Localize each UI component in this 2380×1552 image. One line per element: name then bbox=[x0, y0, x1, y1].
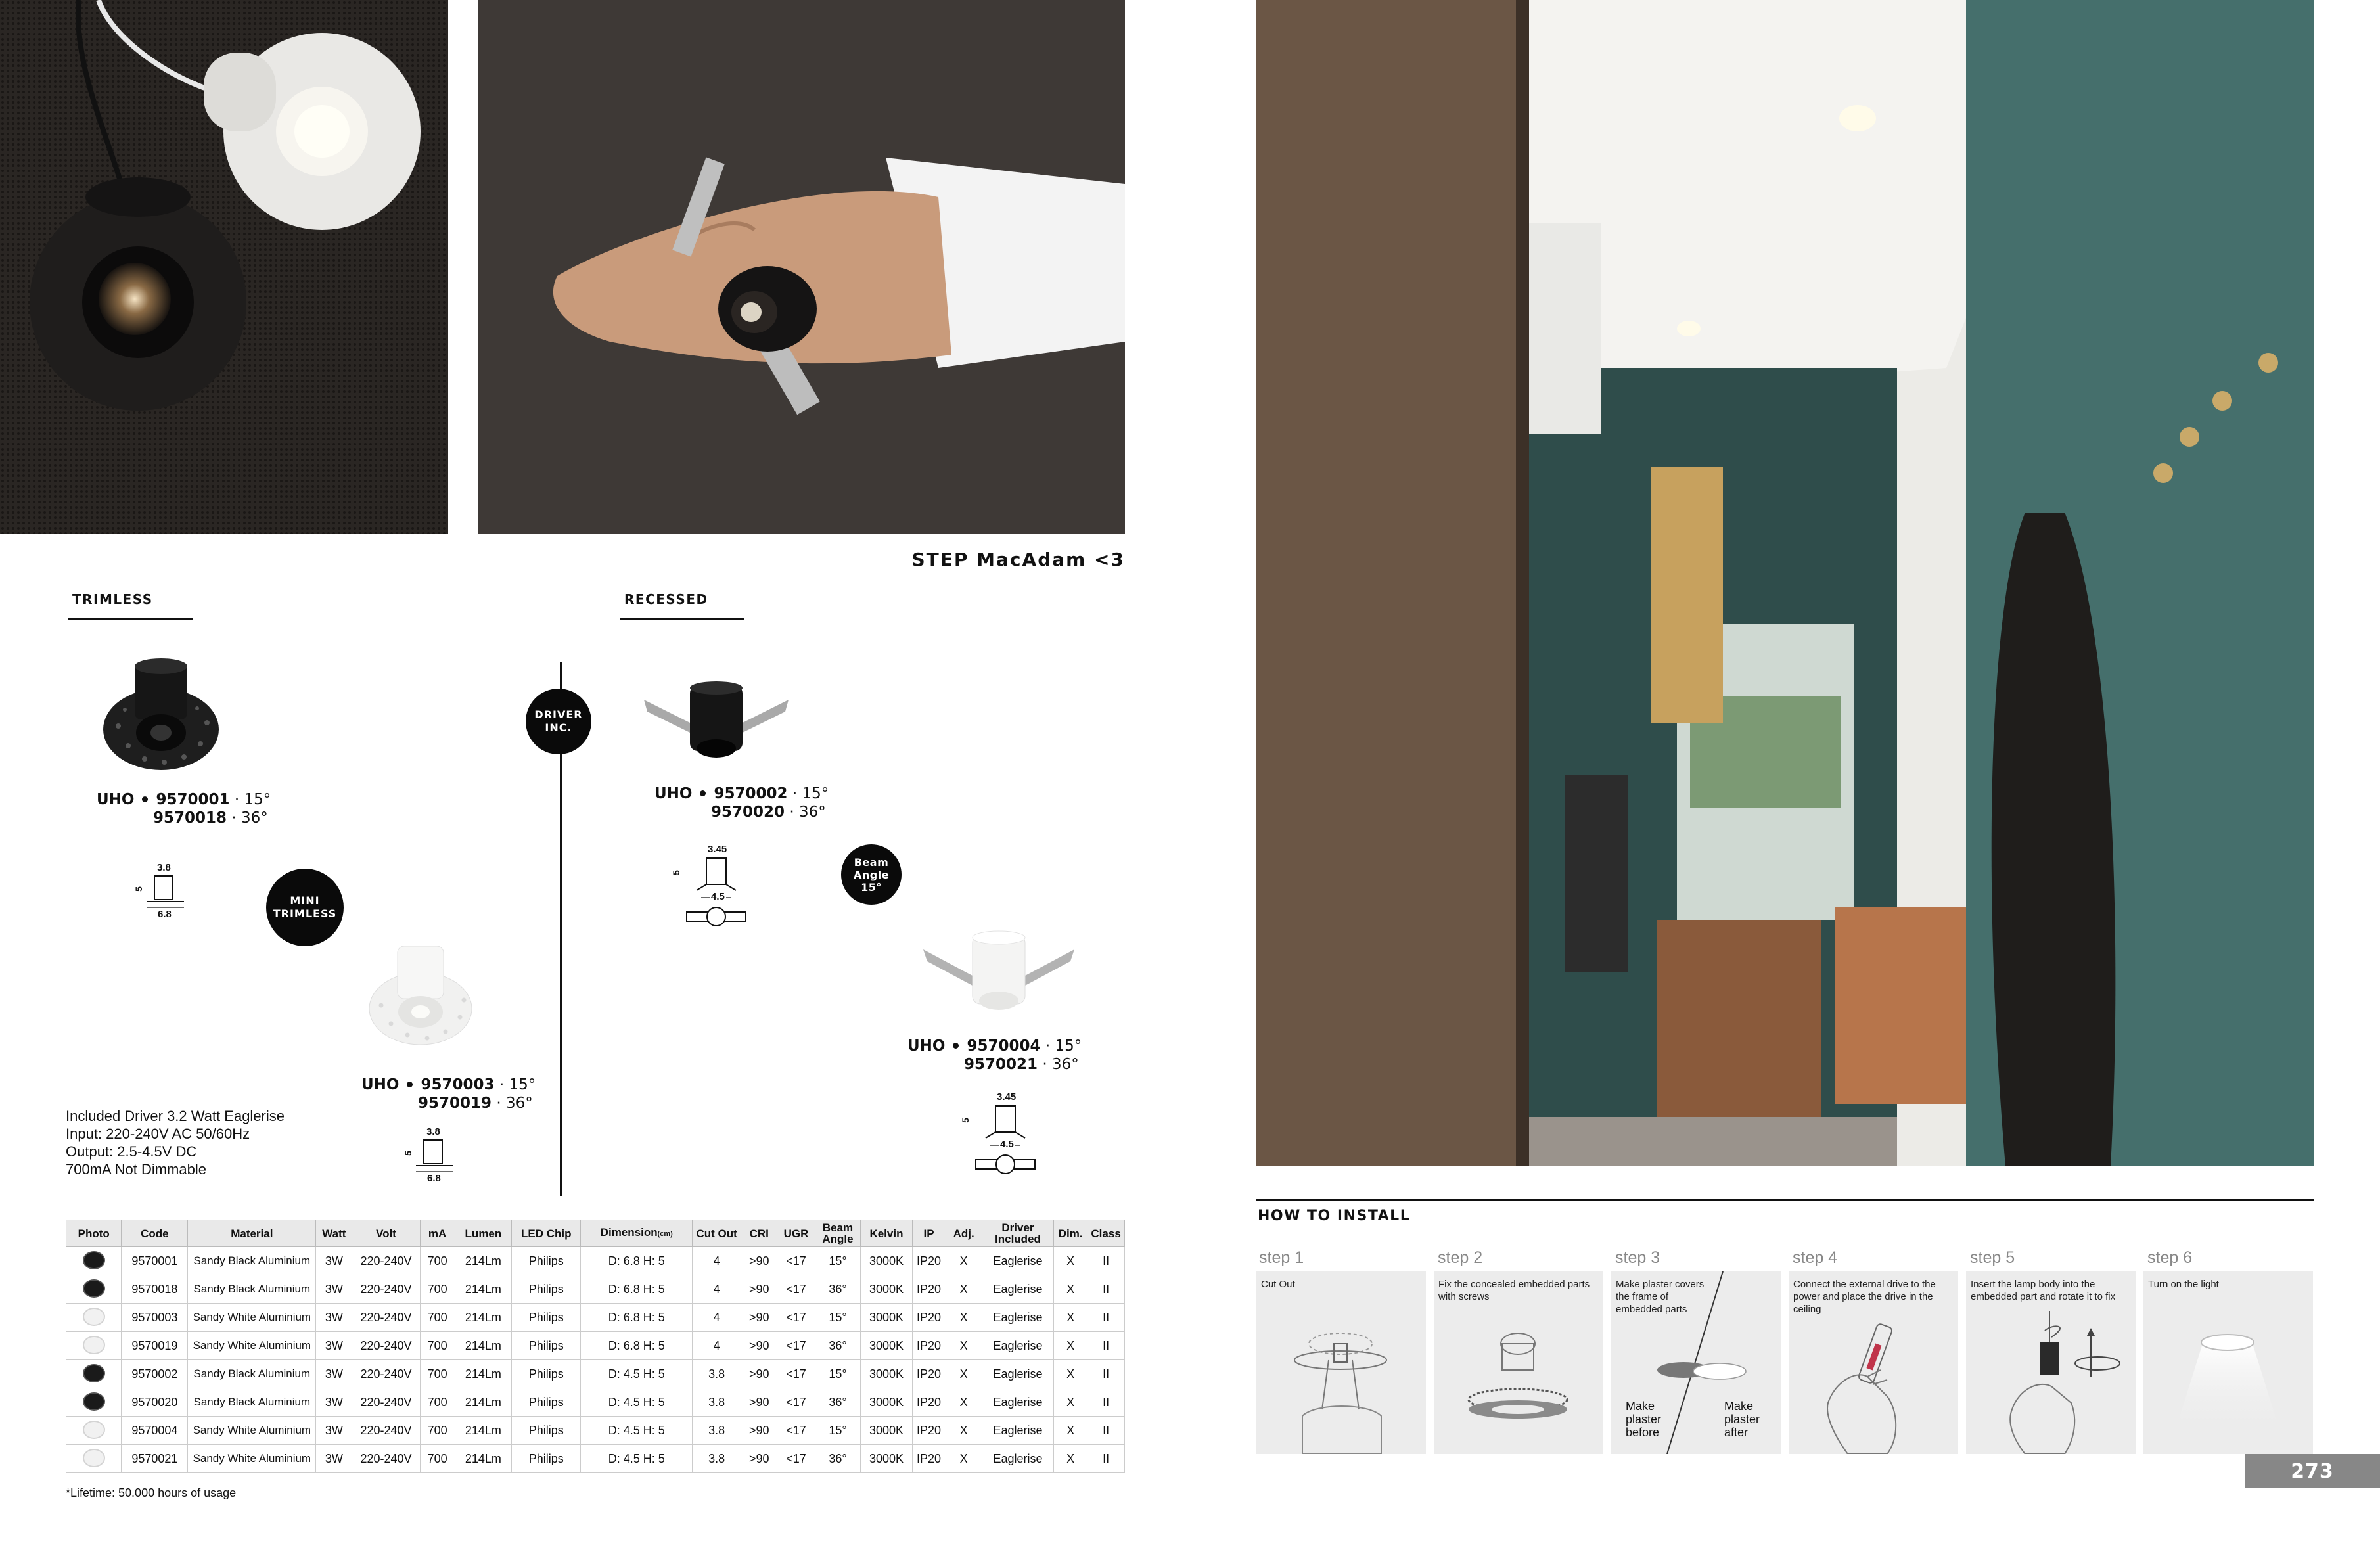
black-fixture-icon bbox=[83, 1251, 105, 1269]
table-cell: 220-240V bbox=[352, 1275, 420, 1304]
table-cell: 214Lm bbox=[455, 1417, 511, 1445]
product-label-9570002: UHO 9570002 · 15° 9570020 · 36° bbox=[654, 785, 829, 821]
col-kelvin: Kelvin bbox=[861, 1220, 912, 1247]
table-cell: 700 bbox=[420, 1304, 455, 1332]
table-cell: Sandy White Aluminium bbox=[188, 1445, 316, 1473]
table-cell: 3000K bbox=[861, 1247, 912, 1275]
table-cell: 3000K bbox=[861, 1332, 912, 1360]
table-cell: 700 bbox=[420, 1275, 455, 1304]
table-cell: Eaglerise bbox=[982, 1388, 1053, 1417]
col-cri: CRI bbox=[741, 1220, 777, 1247]
table-cell: 220-240V bbox=[352, 1332, 420, 1360]
col-photo: Photo bbox=[66, 1220, 122, 1247]
table-cell: Eaglerise bbox=[982, 1247, 1053, 1275]
table-cell: 214Lm bbox=[455, 1247, 511, 1275]
table-cell: Sandy White Aluminium bbox=[188, 1332, 316, 1360]
step-4-label: step 4 bbox=[1793, 1248, 1838, 1267]
table-cell: 3W bbox=[316, 1304, 352, 1332]
section-underline-recessed bbox=[620, 618, 744, 620]
table-cell: D: 6.8 H: 5 bbox=[581, 1332, 693, 1360]
row-photo-thumb bbox=[66, 1417, 122, 1445]
table-cell: 3.8 bbox=[693, 1417, 741, 1445]
col-driver-included: Driver Included bbox=[982, 1220, 1053, 1247]
table-cell: 214Lm bbox=[455, 1360, 511, 1388]
row-photo-thumb bbox=[66, 1304, 122, 1332]
table-cell: 36° bbox=[815, 1445, 861, 1473]
table-cell: Eaglerise bbox=[982, 1417, 1053, 1445]
table-cell: 700 bbox=[420, 1388, 455, 1417]
table-cell: Philips bbox=[512, 1247, 581, 1275]
table-cell: <17 bbox=[777, 1275, 815, 1304]
black-fixture-icon bbox=[83, 1364, 105, 1382]
table-cell: 214Lm bbox=[455, 1304, 511, 1332]
table-row bbox=[66, 1275, 1125, 1304]
table-cell: 15° bbox=[815, 1417, 861, 1445]
table-cell: X bbox=[1054, 1417, 1087, 1445]
table-cell: 220-240V bbox=[352, 1304, 420, 1332]
table-cell: 3000K bbox=[861, 1388, 912, 1417]
table-cell: 36° bbox=[815, 1332, 861, 1360]
lifetime-note: *Lifetime: 50.000 hours of usage bbox=[66, 1486, 237, 1499]
col-beam-angle: Beam Angle bbox=[815, 1220, 861, 1247]
table-cell: X bbox=[1054, 1275, 1087, 1304]
col-cut-out: Cut Out bbox=[693, 1220, 741, 1247]
table-cell: <17 bbox=[777, 1388, 815, 1417]
table-cell: Philips bbox=[512, 1360, 581, 1388]
black-fixture-icon bbox=[83, 1279, 105, 1298]
col-dimension: Dimension(cm) bbox=[581, 1220, 693, 1247]
table-cell: 700 bbox=[420, 1417, 455, 1445]
table-cell: Sandy White Aluminium bbox=[188, 1304, 316, 1332]
step-4-card: Connect the external drive to the power and place the drive in the ceiling bbox=[1789, 1271, 1958, 1454]
table-cell: II bbox=[1087, 1417, 1125, 1445]
product-label-9570001: UHO 9570001 · 15° 9570018 · 36° bbox=[97, 791, 271, 827]
table-cell: 9570003 bbox=[122, 1304, 188, 1332]
install-rule bbox=[1256, 1199, 2314, 1201]
product-image-black-trimless bbox=[99, 657, 223, 775]
table-cell: II bbox=[1087, 1247, 1125, 1275]
table-cell: 3W bbox=[316, 1247, 352, 1275]
col-lumen: Lumen bbox=[455, 1220, 511, 1247]
table-cell: >90 bbox=[741, 1445, 777, 1473]
step-1-label: step 1 bbox=[1259, 1248, 1304, 1267]
table-cell: 3W bbox=[316, 1360, 352, 1388]
table-cell: 3W bbox=[316, 1332, 352, 1360]
table-cell: X bbox=[946, 1275, 982, 1304]
table-row bbox=[66, 1388, 1125, 1417]
table-cell: >90 bbox=[741, 1360, 777, 1388]
table-row bbox=[66, 1332, 1125, 1360]
table-cell: 214Lm bbox=[455, 1275, 511, 1304]
table-cell: 3000K bbox=[861, 1360, 912, 1388]
table-row bbox=[66, 1304, 1125, 1332]
table-cell: D: 4.5 H: 5 bbox=[581, 1360, 693, 1388]
table-cell: Sandy Black Aluminium bbox=[188, 1275, 316, 1304]
table-cell: >90 bbox=[741, 1332, 777, 1360]
product-photo-hand bbox=[478, 0, 1125, 534]
step-6-label: step 6 bbox=[2147, 1248, 2193, 1267]
table-cell: 3.8 bbox=[693, 1388, 741, 1417]
table-cell: IP20 bbox=[912, 1388, 946, 1417]
row-photo-thumb bbox=[66, 1247, 122, 1275]
row-photo-thumb bbox=[66, 1332, 122, 1360]
row-photo-thumb bbox=[66, 1275, 122, 1304]
table-cell: 700 bbox=[420, 1360, 455, 1388]
section-heading-trimless: TRIMLESS bbox=[72, 591, 153, 607]
table-cell: Eaglerise bbox=[982, 1275, 1053, 1304]
table-row bbox=[66, 1417, 1125, 1445]
table-cell: 36° bbox=[815, 1275, 861, 1304]
table-cell: 15° bbox=[815, 1247, 861, 1275]
col-watt: Watt bbox=[316, 1220, 352, 1247]
table-cell: X bbox=[1054, 1247, 1087, 1275]
step-3-before-caption: Make plaster before bbox=[1626, 1400, 1662, 1439]
product-photo-trimless-pair bbox=[0, 0, 448, 534]
table-cell: X bbox=[1054, 1360, 1087, 1388]
table-cell: X bbox=[946, 1388, 982, 1417]
table-cell: Philips bbox=[512, 1275, 581, 1304]
table-cell: II bbox=[1087, 1332, 1125, 1360]
table-cell: <17 bbox=[777, 1445, 815, 1473]
col-dim: Dim. bbox=[1054, 1220, 1087, 1247]
table-cell: 3000K bbox=[861, 1304, 912, 1332]
table-cell: D: 6.8 H: 5 bbox=[581, 1275, 693, 1304]
product-image-black-recessed bbox=[644, 680, 789, 762]
table-cell: IP20 bbox=[912, 1332, 946, 1360]
table-cell: Philips bbox=[512, 1417, 581, 1445]
table-cell: 4 bbox=[693, 1247, 741, 1275]
table-cell: II bbox=[1087, 1388, 1125, 1417]
table-cell: IP20 bbox=[912, 1360, 946, 1388]
step-5-card: Insert the lamp body into the embedded part and rotate it to fix bbox=[1966, 1271, 2136, 1454]
step-1-card: Cut Out bbox=[1256, 1271, 1426, 1454]
product-image-white-trimless bbox=[368, 940, 473, 1048]
table-cell: 700 bbox=[420, 1445, 455, 1473]
table-cell: X bbox=[946, 1247, 982, 1275]
table-cell: 700 bbox=[420, 1247, 455, 1275]
table-cell: II bbox=[1087, 1445, 1125, 1473]
table-cell: Eaglerise bbox=[982, 1445, 1053, 1473]
row-photo-thumb bbox=[66, 1445, 122, 1473]
table-header-row bbox=[66, 1220, 1125, 1247]
col-class: Class bbox=[1087, 1220, 1125, 1247]
table-cell: IP20 bbox=[912, 1417, 946, 1445]
table-cell: >90 bbox=[741, 1247, 777, 1275]
table-cell: 220-240V bbox=[352, 1417, 420, 1445]
table-cell: 9570019 bbox=[122, 1332, 188, 1360]
table-cell: 36° bbox=[815, 1388, 861, 1417]
table-cell: 3W bbox=[316, 1417, 352, 1445]
col-adj: Adj. bbox=[946, 1220, 982, 1247]
dimension-diagram-recessed-2: 3.45 4.5 5 bbox=[956, 1089, 1055, 1181]
table-cell: X bbox=[1054, 1445, 1087, 1473]
table-cell: D: 4.5 H: 5 bbox=[581, 1417, 693, 1445]
col-material: Material bbox=[188, 1220, 316, 1247]
spec-table bbox=[66, 1220, 1125, 1473]
table-cell: 214Lm bbox=[455, 1332, 511, 1360]
section-heading-recessed: RECESSED bbox=[624, 591, 708, 607]
table-cell: II bbox=[1087, 1360, 1125, 1388]
table-row bbox=[66, 1445, 1125, 1473]
table-cell: 4 bbox=[693, 1275, 741, 1304]
col-volt: Volt bbox=[352, 1220, 420, 1247]
table-cell: X bbox=[1054, 1332, 1087, 1360]
table-cell: 9570020 bbox=[122, 1388, 188, 1417]
page-number-tab bbox=[2245, 1454, 2380, 1488]
table-cell: <17 bbox=[777, 1417, 815, 1445]
table-cell: Sandy White Aluminium bbox=[188, 1417, 316, 1445]
step-3-label: step 3 bbox=[1615, 1248, 1660, 1267]
table-cell: II bbox=[1087, 1304, 1125, 1332]
table-cell: Philips bbox=[512, 1445, 581, 1473]
table-cell: 9570001 bbox=[122, 1247, 188, 1275]
table-cell: Eaglerise bbox=[982, 1332, 1053, 1360]
table-cell: 9570004 bbox=[122, 1417, 188, 1445]
step-6-card: Turn on the light bbox=[2143, 1271, 2313, 1454]
table-cell: X bbox=[946, 1332, 982, 1360]
table-cell: 3W bbox=[316, 1388, 352, 1417]
dimension-diagram-recessed-1: 3.45 4.5 5 bbox=[667, 841, 766, 933]
row-photo-thumb bbox=[66, 1388, 122, 1417]
table-cell: 220-240V bbox=[352, 1360, 420, 1388]
table-cell: X bbox=[1054, 1388, 1087, 1417]
badge-beam-angle: Beam Angle 15° bbox=[841, 844, 902, 905]
badge-mini-trimless: MINI TRIMLESS bbox=[266, 869, 344, 946]
table-cell: D: 4.5 H: 5 bbox=[581, 1388, 693, 1417]
table-cell: 214Lm bbox=[455, 1388, 511, 1417]
table-cell: Sandy Black Aluminium bbox=[188, 1247, 316, 1275]
table-cell: 15° bbox=[815, 1304, 861, 1332]
table-cell: D: 6.8 H: 5 bbox=[581, 1304, 693, 1332]
dimension-diagram-trimless-2: 3.8 6.8 5 bbox=[398, 1125, 470, 1184]
table-cell: IP20 bbox=[912, 1275, 946, 1304]
step-2-label: step 2 bbox=[1438, 1248, 1483, 1267]
series-title: STEP MacAdam <3 bbox=[911, 549, 1125, 570]
table-cell: <17 bbox=[777, 1332, 815, 1360]
table-cell: X bbox=[946, 1417, 982, 1445]
table-cell: Sandy Black Aluminium bbox=[188, 1388, 316, 1417]
table-cell: 3W bbox=[316, 1275, 352, 1304]
badge-driver-included: DRIVER INC. bbox=[526, 689, 591, 754]
page-number: 273 bbox=[2291, 1459, 2334, 1483]
table-cell: 3000K bbox=[861, 1275, 912, 1304]
row-photo-thumb bbox=[66, 1360, 122, 1388]
table-cell: 3000K bbox=[861, 1445, 912, 1473]
col-ip: IP bbox=[912, 1220, 946, 1247]
driver-info: Included Driver 3.2 Watt Eaglerise Input: 220-240V AC 50/60Hz Output: 2.5-4.5V DC 700mA Not Dimmable bbox=[66, 1108, 285, 1177]
table-cell: Eaglerise bbox=[982, 1304, 1053, 1332]
white-fixture-icon bbox=[83, 1308, 105, 1326]
product-label-9570003: UHO 9570003 · 15° 9570019 · 36° bbox=[361, 1076, 536, 1112]
dimension-diagram-trimless-1: 3.8 6.8 5 bbox=[128, 861, 200, 920]
table-cell: IP20 bbox=[912, 1445, 946, 1473]
table-cell: 3.8 bbox=[693, 1445, 741, 1473]
table-cell: >90 bbox=[741, 1304, 777, 1332]
table-cell: 4 bbox=[693, 1332, 741, 1360]
step-2-card: Fix the concealed embedded parts with screws bbox=[1434, 1271, 1603, 1454]
table-cell: 15° bbox=[815, 1360, 861, 1388]
table-cell: X bbox=[946, 1304, 982, 1332]
section-underline-trimless bbox=[68, 618, 193, 620]
product-image-white-recessed bbox=[923, 930, 1074, 1015]
table-cell: 3.8 bbox=[693, 1360, 741, 1388]
table-cell: X bbox=[946, 1360, 982, 1388]
table-cell: IP20 bbox=[912, 1304, 946, 1332]
table-cell: 3W bbox=[316, 1445, 352, 1473]
table-cell: Sandy Black Aluminium bbox=[188, 1360, 316, 1388]
table-cell: 9570002 bbox=[122, 1360, 188, 1388]
table-row bbox=[66, 1360, 1125, 1388]
table-cell: D: 4.5 H: 5 bbox=[581, 1445, 693, 1473]
white-fixture-icon bbox=[83, 1336, 105, 1354]
table-cell: Eaglerise bbox=[982, 1360, 1053, 1388]
col-led-chip: LED Chip bbox=[512, 1220, 581, 1247]
table-cell: 4 bbox=[693, 1304, 741, 1332]
step-3-card: Make plaster covers the frame of embedded parts Make plaster before Make plaster after bbox=[1611, 1271, 1781, 1454]
table-cell: Philips bbox=[512, 1332, 581, 1360]
col-ugr: UGR bbox=[777, 1220, 815, 1247]
white-fixture-icon bbox=[83, 1421, 105, 1439]
table-cell: <17 bbox=[777, 1360, 815, 1388]
table-row bbox=[66, 1247, 1125, 1275]
step-3-after-caption: Make plaster after bbox=[1724, 1400, 1760, 1439]
table-cell: IP20 bbox=[912, 1247, 946, 1275]
col-ma: mA bbox=[420, 1220, 455, 1247]
table-cell: 220-240V bbox=[352, 1445, 420, 1473]
table-cell: >90 bbox=[741, 1417, 777, 1445]
table-cell: 9570021 bbox=[122, 1445, 188, 1473]
table-cell: 700 bbox=[420, 1332, 455, 1360]
table-cell: 220-240V bbox=[352, 1247, 420, 1275]
table-cell: >90 bbox=[741, 1388, 777, 1417]
table-cell: 214Lm bbox=[455, 1445, 511, 1473]
col-code: Code bbox=[122, 1220, 188, 1247]
black-fixture-icon bbox=[83, 1392, 105, 1411]
product-label-9570004: UHO 9570004 · 15° 9570021 · 36° bbox=[907, 1038, 1082, 1073]
step-5-label: step 5 bbox=[1970, 1248, 2015, 1267]
table-cell: Philips bbox=[512, 1304, 581, 1332]
table-cell: >90 bbox=[741, 1275, 777, 1304]
install-title: HOW TO INSTALL bbox=[1258, 1208, 1411, 1224]
table-cell: Philips bbox=[512, 1388, 581, 1417]
table-cell: 9570018 bbox=[122, 1275, 188, 1304]
table-cell: <17 bbox=[777, 1304, 815, 1332]
table-cell: <17 bbox=[777, 1247, 815, 1275]
table-cell: II bbox=[1087, 1275, 1125, 1304]
table-cell: 3000K bbox=[861, 1417, 912, 1445]
table-cell: X bbox=[1054, 1304, 1087, 1332]
table-cell: 220-240V bbox=[352, 1388, 420, 1417]
table-cell: D: 6.8 H: 5 bbox=[581, 1247, 693, 1275]
table-cell: X bbox=[946, 1445, 982, 1473]
white-fixture-icon bbox=[83, 1449, 105, 1467]
interior-photo-hallway bbox=[1256, 0, 2314, 1166]
